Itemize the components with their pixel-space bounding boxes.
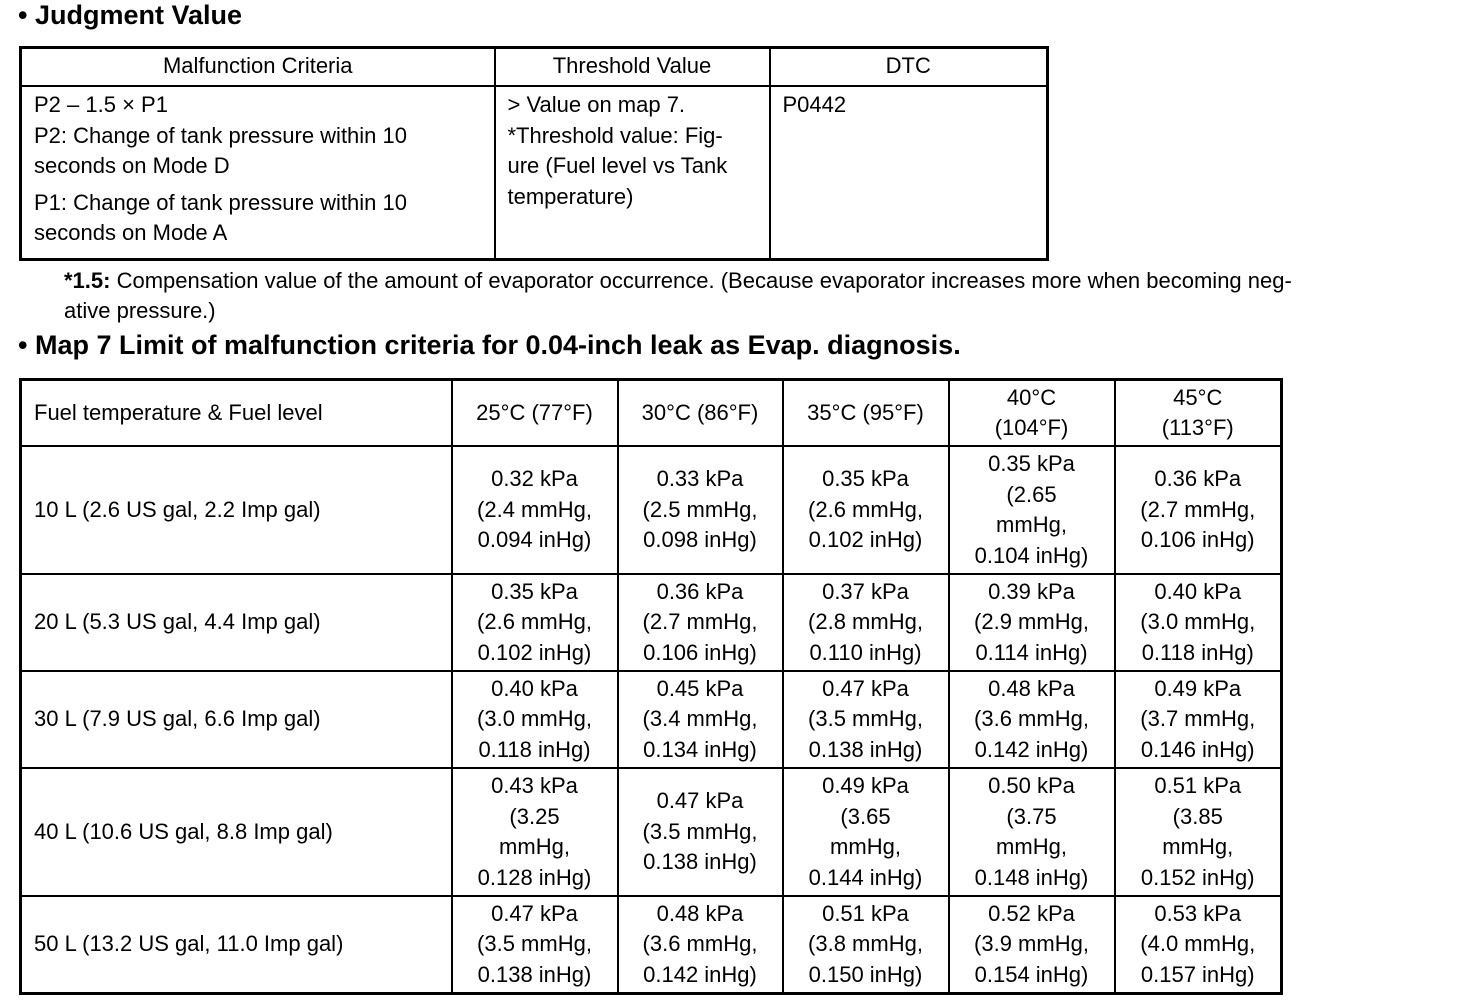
pressure-value-line: (3.85 [1172, 803, 1223, 829]
pressure-limit-cell [452, 896, 618, 993]
pressure-value-line: 0.51 kPa [1154, 773, 1242, 798]
pressure-value-line: 0.32 kPa [491, 466, 578, 492]
pressure-value-line: 0.157 inHg) [1140, 961, 1255, 987]
pressure-value-line: 0.52 kPa [988, 900, 1075, 926]
judgment-table-row [21, 86, 1048, 260]
fuel-level-label: 40 L (10.6 US gal, 8.8 Imp gal) [21, 768, 452, 896]
pressure-value-line: 0.35 kPa [491, 578, 578, 604]
threshold-line-3: ure (Fuel level vs Tank [507, 153, 728, 178]
pressure-value-line: 0.36 kPa [656, 578, 744, 604]
map7-table-row [21, 896, 1282, 993]
pressure-limit-cell [1115, 768, 1282, 896]
pressure-value-line: 0.150 inHg) [808, 961, 923, 987]
threshold-line-4: temperature) [507, 183, 634, 209]
pressure-value-line: 0.148 inHg) [974, 864, 1089, 890]
header-threshold-value: Threshold Value [495, 48, 770, 87]
column-header-line: 40°C [1006, 384, 1057, 410]
pressure-value-line: 0.118 inHg) [478, 736, 591, 762]
pressure-value-line: 0.106 inHg) [1140, 527, 1255, 553]
pressure-value-line: 0.152 inHg) [1140, 864, 1255, 890]
pressure-value-line: 0.128 inHg) [477, 864, 592, 890]
pressure-value-line: (3.75 [1006, 803, 1057, 829]
pressure-value-line: (2.7 mmHg, [642, 609, 758, 635]
pressure-value-line: (3.0 mmHg, [477, 706, 592, 732]
fuel-level-label: 10 L (2.6 US gal, 2.2 Imp gal) [21, 446, 452, 574]
pressure-value-line: 0.104 inHg) [974, 542, 1089, 568]
compensation-note [64, 266, 1464, 326]
map7-table [19, 378, 1283, 995]
pressure-value-line: 0.110 inHg) [809, 639, 922, 665]
pressure-value-line: (4.0 mmHg, [1140, 931, 1256, 956]
pressure-value-line: 0.138 inHg) [643, 849, 757, 875]
pressure-limit-cell [949, 896, 1115, 993]
pressure-value-line: 0.36 kPa [1154, 466, 1242, 492]
criteria-p2-line2: seconds on Mode D [34, 153, 230, 178]
pressure-value-line: (3.6 mmHg, [974, 706, 1089, 732]
pressure-value-line: (3.9 mmHg, [974, 931, 1089, 956]
pressure-value-line: 0.40 kPa [1154, 578, 1242, 604]
pressure-value-line: 0.138 inHg) [477, 961, 592, 987]
pressure-value-line: mmHg, [499, 834, 570, 859]
pressure-limit-cell [949, 768, 1115, 896]
pressure-value-line: (3.5 mmHg, [642, 818, 758, 844]
pressure-value-line: mmHg, [830, 834, 901, 859]
pressure-value-line: mmHg, [996, 512, 1067, 537]
pressure-value-line: (3.5 mmHg, [808, 706, 923, 732]
note-text-line2: ative pressure.) [64, 298, 216, 323]
pressure-value-line: 0.47 kPa [656, 788, 744, 814]
criteria-formula: P2 – 1.5 × P1 [34, 92, 168, 117]
pressure-limit-cell [783, 896, 949, 993]
criteria-p1-line2: seconds on Mode A [34, 220, 228, 245]
threshold-line-1: > Value on map 7. [507, 92, 686, 117]
pressure-value-line: 0.49 kPa [822, 773, 909, 798]
criteria-p1-line1: P1: Change of tank pressure within 10 [34, 189, 408, 215]
pressure-value-line: 0.35 kPa [822, 466, 909, 492]
map7-header-row [21, 380, 1282, 447]
malfunction-criteria-cell [21, 86, 495, 260]
pressure-limit-cell [1115, 671, 1282, 768]
fuel-level-label: 30 L (7.9 US gal, 6.6 Imp gal) [21, 671, 452, 768]
pressure-value-line: 0.102 inHg) [477, 639, 592, 665]
pressure-value-line: 0.39 kPa [988, 578, 1075, 604]
pressure-limit-cell [618, 896, 783, 993]
pressure-value-line: (2.65 [1006, 481, 1057, 507]
pressure-value-line: 0.40 kPa [491, 675, 578, 701]
pressure-value-line: (3.7 mmHg, [1140, 706, 1256, 732]
pressure-value-line: 0.47 kPa [491, 900, 578, 926]
pressure-value-line: (2.6 mmHg, [808, 496, 923, 522]
judgment-value-heading: • Judgment Value [18, 0, 243, 30]
map7-corner-label: Fuel temperature & Fuel level [21, 380, 452, 447]
pressure-value-line: 0.134 inHg) [643, 736, 757, 762]
pressure-value-line: 0.106 inHg) [643, 639, 757, 665]
pressure-limit-cell [618, 574, 783, 671]
pressure-value-line: 0.102 inHg) [808, 527, 923, 553]
map7-column-header [452, 380, 618, 447]
fuel-level-label: 50 L (13.2 US gal, 11.0 Imp gal) [21, 896, 452, 993]
pressure-value-line: (2.7 mmHg, [1140, 496, 1256, 522]
pressure-value-line: (2.8 mmHg, [808, 609, 923, 635]
map7-heading: • Map 7 Limit of malfunction criteria for 0.04-inch leak as Evap. diagnosis. [18, 330, 961, 360]
pressure-value-line: 0.144 inHg) [808, 864, 923, 890]
pressure-limit-cell [618, 446, 783, 574]
note-label: *1.5: [64, 268, 111, 293]
pressure-value-line: 0.118 inHg) [1141, 639, 1254, 665]
pressure-value-line: (3.65 [840, 803, 891, 829]
map7-column-header [783, 380, 949, 447]
judgment-table [19, 46, 1049, 261]
pressure-value-line: (2.6 mmHg, [477, 609, 592, 635]
pressure-value-line: 0.142 inHg) [974, 736, 1089, 762]
pressure-value-line: 0.53 kPa [1154, 900, 1242, 926]
pressure-value-line: (2.5 mmHg, [642, 496, 758, 522]
pressure-limit-cell [618, 671, 783, 768]
judgment-table-header [21, 48, 1048, 87]
header-malfunction-criteria: Malfunction Criteria [21, 48, 495, 87]
pressure-limit-cell [949, 574, 1115, 671]
pressure-value-line: 0.35 kPa [988, 451, 1075, 476]
threshold-value-cell [495, 86, 770, 260]
pressure-value-line: 0.51 kPa [822, 900, 909, 926]
pressure-limit-cell [949, 671, 1115, 768]
map7-column-header [618, 380, 783, 447]
threshold-line-2: *Threshold value: Fig- [507, 122, 723, 148]
pressure-limit-cell [452, 574, 618, 671]
column-header-line: 45°C [1173, 384, 1223, 410]
pressure-limit-cell [783, 574, 949, 671]
pressure-value-line: 0.094 inHg) [477, 527, 592, 553]
pressure-value-line: 0.33 kPa [656, 466, 744, 492]
column-header-line: (104°F) [994, 415, 1069, 440]
pressure-limit-cell [452, 446, 618, 574]
pressure-value-line: 0.114 inHg) [975, 639, 1088, 665]
pressure-value-line: (3.5 mmHg, [477, 931, 592, 956]
pressure-value-line: (2.9 mmHg, [974, 609, 1089, 635]
pressure-limit-cell [618, 768, 783, 896]
pressure-value-line: 0.142 inHg) [643, 961, 757, 987]
pressure-value-line: 0.48 kPa [988, 675, 1075, 701]
pressure-value-line: (3.0 mmHg, [1140, 609, 1256, 635]
pressure-limit-cell [783, 446, 949, 574]
fuel-level-label: 20 L (5.3 US gal, 4.4 Imp gal) [21, 574, 452, 671]
pressure-value-line: (3.6 mmHg, [642, 931, 758, 956]
pressure-value-line: 0.49 kPa [1154, 675, 1242, 701]
pressure-value-line: mmHg, [1162, 834, 1234, 859]
pressure-limit-cell [1115, 446, 1282, 574]
pressure-value-line: 0.50 kPa [988, 773, 1075, 798]
column-header-line: 30°C (86°F) [641, 399, 759, 425]
pressure-limit-cell [452, 671, 618, 768]
pressure-value-line: (3.8 mmHg, [808, 931, 923, 956]
map7-table-row [21, 446, 1282, 574]
pressure-limit-cell [783, 768, 949, 896]
pressure-value-line: 0.43 kPa [491, 773, 578, 798]
column-header-line: 25°C (77°F) [476, 399, 593, 425]
map7-body [21, 446, 1282, 993]
criteria-p2-line1: P2: Change of tank pressure within 10 [34, 122, 408, 148]
pressure-value-line: 0.154 inHg) [974, 961, 1089, 987]
pressure-value-line: 0.45 kPa [656, 675, 744, 701]
pressure-value-line: (3.4 mmHg, [642, 706, 758, 732]
pressure-value-line: 0.138 inHg) [808, 736, 923, 762]
pressure-limit-cell [1115, 574, 1282, 671]
pressure-value-line: 0.37 kPa [822, 578, 909, 604]
column-header-line: (113°F) [1161, 415, 1234, 440]
pressure-value-line: (2.4 mmHg, [477, 496, 592, 522]
note-text-line1: Compensation value of the amount of evaporator occurrence. (Because evaporator increases more when becoming neg- [110, 268, 1292, 293]
map7-table-row [21, 768, 1282, 896]
pressure-value-line: 0.146 inHg) [1140, 736, 1255, 762]
column-header-line: 35°C (95°F) [807, 399, 924, 425]
pressure-value-line: 0.47 kPa [822, 675, 909, 701]
pressure-value-line: mmHg, [996, 834, 1067, 859]
pressure-limit-cell [1115, 896, 1282, 993]
map7-column-header [949, 380, 1115, 447]
map7-table-row [21, 574, 1282, 671]
pressure-limit-cell [452, 768, 618, 896]
map7-column-header [1115, 380, 1282, 447]
dtc-cell: P0442 [770, 86, 1048, 260]
pressure-limit-cell [783, 671, 949, 768]
pressure-limit-cell [949, 446, 1115, 574]
pressure-value-line: 0.098 inHg) [643, 527, 757, 553]
pressure-value-line: (3.25 [509, 803, 560, 829]
pressure-value-line: 0.48 kPa [656, 900, 744, 926]
map7-table-row [21, 671, 1282, 768]
header-dtc: DTC [770, 48, 1048, 87]
